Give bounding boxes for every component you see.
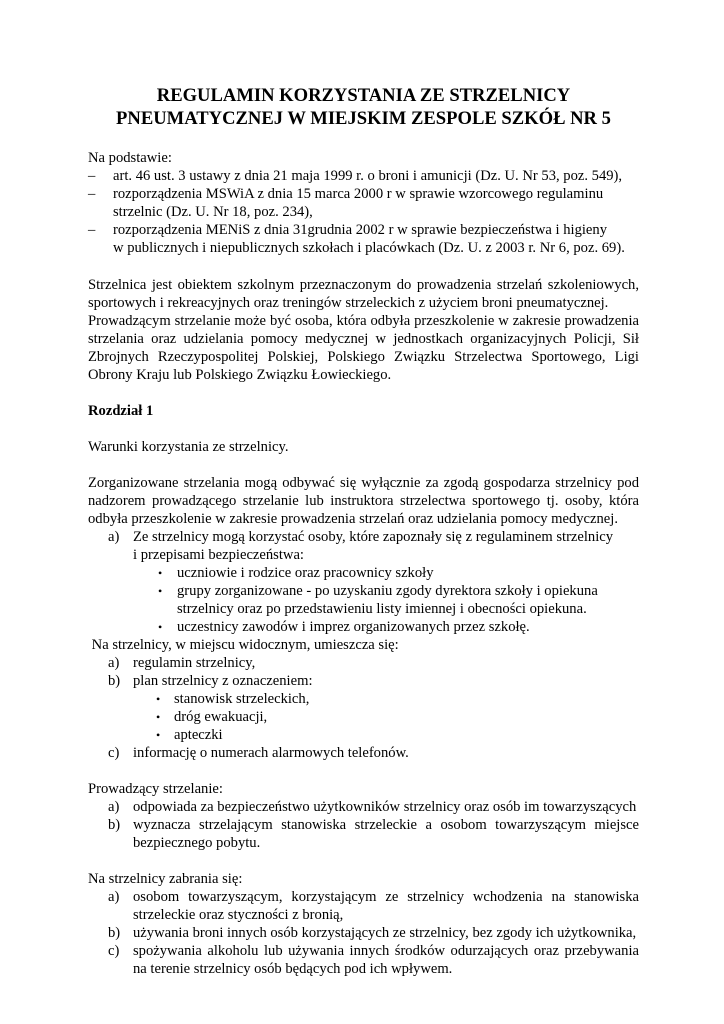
display-intro: Na strzelnicy, w miejscu widocznym, umieszcza się: [88,637,399,653]
legal-basis-list [88,167,639,257]
item-text: informację o numerach alarmowych telefonów. [133,745,409,761]
legal-basis-text: rozporządzenia MENiS z dnia 31grudnia 2002 r w sprawie bezpieczeństwa i higieny [113,222,607,238]
item-text: spożywania alkoholu lub używania innych środków odurzających oraz przebywania [133,943,639,959]
item-text: wyznacza strzelającym stanowiska strzeleckie a osobom towarzyszącym miejsce [133,817,639,833]
item-marker: b) [108,817,121,833]
list-item [88,924,639,942]
legal-basis-item [88,185,639,221]
bullet-text: grupy zorganizowane - po uzyskaniu zgody dyrektora szkoły i opiekuna [177,583,598,599]
description-line: strzelania oraz udzielania pomocy medycznej w jednostkach organizacyjnych Policji, Sił [88,331,639,347]
list-item [88,942,639,978]
users-bullet-list [88,564,639,636]
display-list [88,654,639,690]
display-list-continued [88,744,639,762]
item-text: plan strzelnicy z oznaczeniem: [133,673,313,689]
item-marker: a) [108,529,120,545]
item-marker: a) [108,889,120,905]
list-item [88,798,639,816]
prohibited-intro: Na strzelnicy zabrania się: [88,871,243,887]
list-item [88,888,639,924]
legal-basis-text: rozporządzenia MSWiA z dnia 15 marca 2000 r w sprawie wzorcowego regulaminu [113,186,604,202]
bullet-item [88,726,639,744]
document-title [88,84,639,130]
item-marker: c) [108,745,120,761]
bullet-item [88,618,639,636]
description-line: Prowadzącym strzelanie może być osoba, która odbyła przeszkolenie w zakresie prowadzenia [88,313,639,329]
bullet-item [88,690,639,708]
legal-basis-text: w publicznych i niepublicznych szkołach i placówkach (Dz. U. z 2003 r. Nr 6, poz. 69). [113,240,625,256]
item-text: strzeleckie oraz styczności z bronią, [133,907,344,923]
item-text: używania broni innych osób korzystających ze strzelnicy, bez zgody ich użytkownika, [133,925,637,941]
bullet-item [88,708,639,726]
description-line: Obrony Kraju lub Polskiego Związku Łowieckiego. [88,367,392,383]
list-item [88,672,639,690]
item-marker: a) [108,655,120,671]
legal-basis-intro: Na podstawie: [88,150,172,166]
legal-basis-text: art. 46 ust. 3 ustawy z dnia 21 maja 1999 r. o broni i amunicji (Dz. U. Nr 53, poz. 549), [113,168,623,184]
document-page [88,84,639,978]
dash-marker: – [88,186,96,202]
paragraph-line: nadzorem prowadzącego strzelanie lub instruktora strzelectwa sportowego tj. osoby, która [88,493,639,509]
item-text: regulamin strzelnicy, [133,655,256,671]
bullet-marker: • [158,566,163,580]
instructor-intro: Prowadzący strzelanie: [88,781,223,797]
legal-basis-item [88,167,639,185]
prohibited-list [88,888,639,978]
legal-basis-item [88,221,639,257]
list-item [88,744,639,762]
description-line: sportowych i rekreacyjnych oraz treningów strzeleckich z użyciem broni pneumatycznej. [88,295,609,311]
bullet-marker: • [158,620,163,634]
bullet-text: apteczki [174,727,223,743]
list-item [88,528,639,564]
chapter-subtitle: Warunki korzystania ze strzelnicy. [88,439,289,455]
bullet-text: stanowisk strzeleckich, [174,691,310,707]
bullet-item [88,564,639,582]
bullet-marker: • [156,692,161,706]
description-line: Strzelnica jest obiektem szkolnym przeznaczonym do prowadzenia strzelań szkoleniowych, [88,277,639,293]
bullet-text: uczniowie i rodzice oraz pracownicy szkoły [177,565,434,581]
who-may-use-list [88,528,639,564]
item-text: na terenie strzelnicy osób będących pod ich wpływem. [133,961,453,977]
bullet-text: uczestnicy zawodów i imprez organizowanych przez szkołę. [177,619,530,635]
dash-marker: – [88,168,96,184]
item-marker: b) [108,673,121,689]
plan-bullet-list [88,690,639,744]
list-item [88,816,639,852]
item-marker: a) [108,799,120,815]
bullet-marker: • [156,710,161,724]
title-line-1: REGULAMIN KORZYSTANIA ZE STRZELNICY [156,85,571,106]
item-text: odpowiada za bezpieczeństwo użytkowników strzelnicy oraz osób im towarzyszących [133,799,637,815]
bullet-item [88,582,639,618]
instructor-list [88,798,639,852]
item-text: bezpiecznego pobytu. [133,835,261,851]
item-text: i przepisami bezpieczeństwa: [133,547,304,563]
title-line-2: PNEUMATYCZNEJ W MIEJSKIM ZESPOLE SZKÓŁ NR 5 [116,108,611,129]
conditions-paragraph [88,474,639,528]
item-marker: b) [108,925,121,941]
description-line: Zbrojnych Rzeczypospolitej Polskiej, Polskiego Związku Strzelectwa Sportowego, Ligi [88,349,639,365]
paragraph-line: Zorganizowane strzelania mogą odbywać się wyłącznie za zgodą gospodarza strzelnicy pod [88,475,639,491]
paragraph-line: odbyła przeszkolenie w zakresie prowadzenia strzelań oraz udzielania pomocy medycznej. [88,511,618,527]
item-marker: c) [108,943,120,959]
description-section [88,276,639,384]
bullet-marker: • [156,728,161,742]
item-text: Ze strzelnicy mogą korzystać osoby, które zapoznały się z regulaminem strzelnicy [133,529,614,545]
legal-basis-section [88,149,639,257]
legal-basis-text: strzelnic (Dz. U. Nr 18, poz. 234), [113,204,313,220]
item-text: osobom towarzyszącym, korzystającym ze strzelnicy wchodzenia na stanowiska [133,889,639,905]
bullet-marker: • [158,584,163,598]
dash-marker: – [88,222,96,238]
bullet-text: dróg ewakuacji, [174,709,268,725]
list-item [88,654,639,672]
bullet-text: strzelnicy oraz po przedstawieniu listy imiennej i obecności opiekuna. [177,601,587,617]
chapter-heading: Rozdział 1 [88,403,154,419]
